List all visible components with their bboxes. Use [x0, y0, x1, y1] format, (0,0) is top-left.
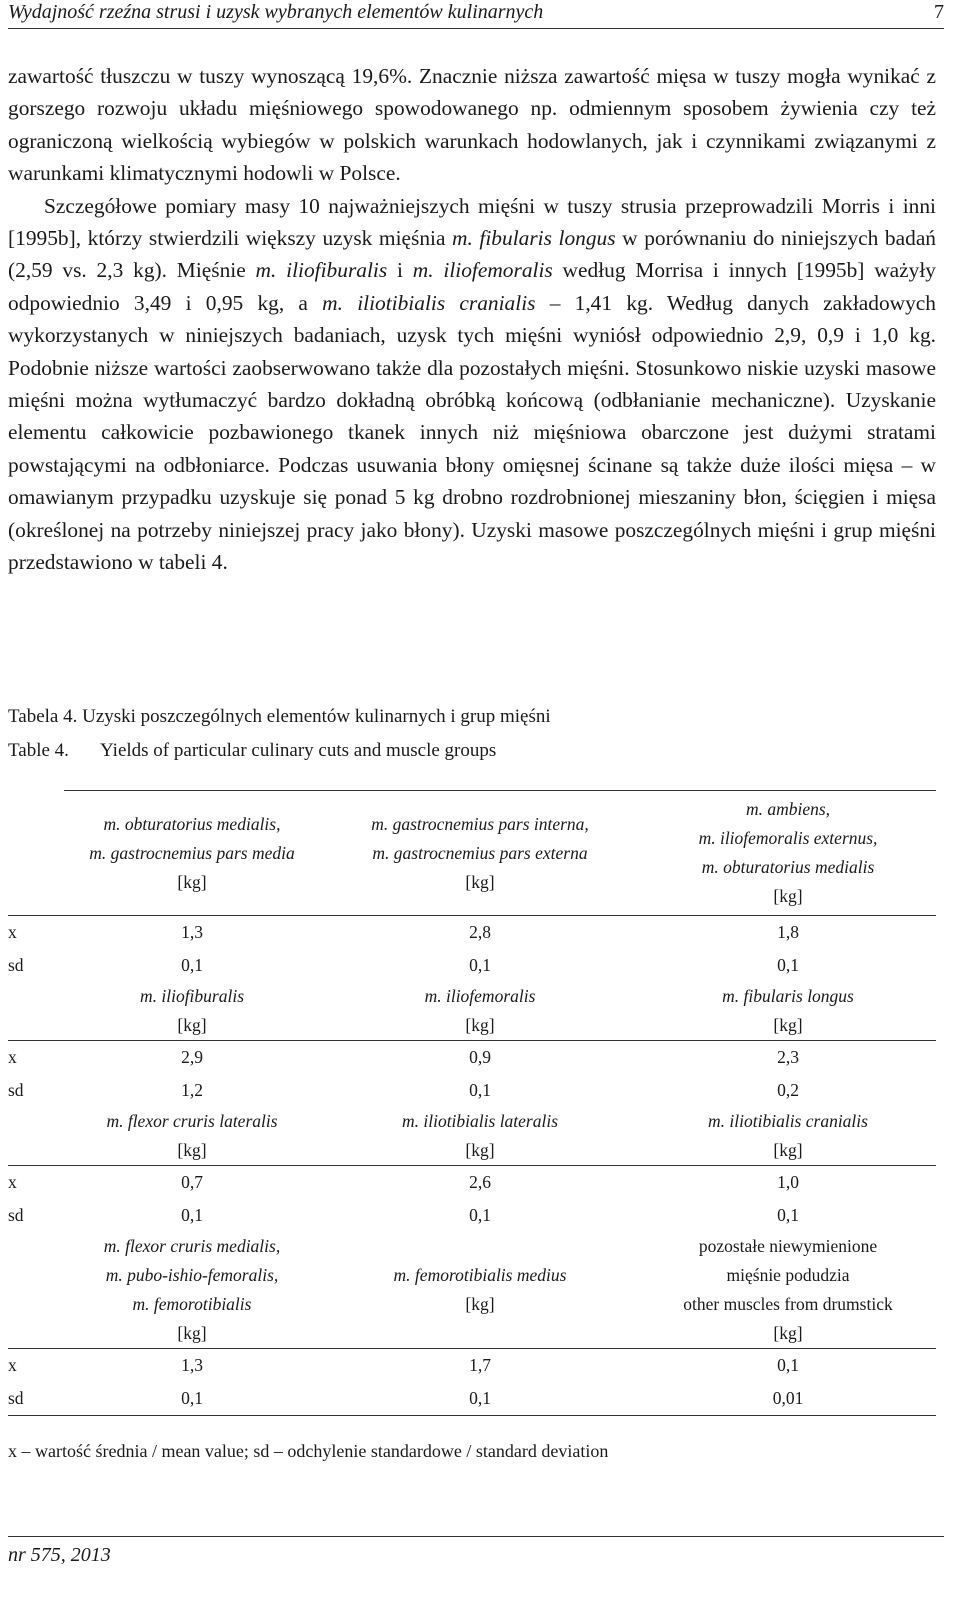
stat-label: sd — [8, 955, 24, 975]
column-header — [64, 982, 320, 1041]
text-run: w porównaniu do niniejszych badań (2,59 vs. 2,3 kg). Mięśnie — [8, 226, 937, 283]
muscle-name: m. iliofiburalis — [139, 986, 245, 1006]
unit-label: [kg] — [465, 1294, 495, 1314]
value-cell: 1,3 — [64, 916, 320, 950]
muscle-name: m. iliotibialis cranialis — [322, 290, 536, 315]
value-cell: 0,1 — [181, 1205, 203, 1225]
value-row-sd — [8, 1074, 936, 1107]
muscle-name: m. flexor cruris medialis, — [103, 1236, 281, 1256]
value-cell: 0,1 — [469, 1205, 491, 1225]
value-cell: 0,9 — [320, 1041, 640, 1075]
text-run: i — [387, 258, 413, 283]
stat-label: sd — [8, 1080, 24, 1100]
unit-label: [kg] — [177, 1323, 207, 1343]
stat-label: sd — [8, 1382, 64, 1416]
column-header — [320, 1107, 640, 1166]
unit-label: [kg] — [465, 871, 495, 892]
value-cell: 0,1 — [640, 1349, 936, 1383]
stat-cell-empty — [8, 982, 64, 1041]
stat-cell-empty — [8, 1107, 64, 1166]
text-run: zawartość tłuszczu w tuszy wynoszącą 19,6%. Znacznie niższa zawartość mięsa w tuszy mogła wynikać z gorszego rozwoju układu mięśniowego spowodowanego np. odmiennym sposobem żywienia czy też ograniczoną wielkością wybiegów w polskich warunkach hodowlanych, jak i czynnikami związanymi z warunkami klimatycznymi hodowli w Polsce. — [8, 64, 936, 186]
muscle-name: other muscles from drumstick — [683, 1294, 893, 1314]
value-row-sd — [8, 1382, 936, 1416]
unit-label: [kg] — [773, 1015, 803, 1035]
text-run: Szczegółowe pomiary masy 10 najważniejszych mięśni w tuszy strusia przeprowadzili Morris i inni [1995b], którzy stwierdzili większy uzysk mięśnia — [8, 193, 936, 251]
value-cell: 2,8 — [320, 916, 640, 950]
column-header — [64, 1107, 320, 1166]
muscle-name: m. femorotibialis medius — [393, 1265, 567, 1285]
stat-cell-empty — [8, 1232, 64, 1349]
column-header — [320, 791, 640, 916]
unit-label: [kg] — [773, 886, 803, 906]
page-number: 7 — [934, 1, 944, 23]
muscle-name: m. iliofemoralis — [424, 986, 536, 1006]
value-cell: 0,2 — [777, 1080, 799, 1100]
muscle-name: m. fibularis longus — [722, 986, 854, 1006]
muscle-name: m. iliofemoralis — [412, 258, 553, 283]
caption-polish-text: Uzyski poszczególnych elementów kulinarnych i grup mięśni — [82, 706, 551, 727]
paragraph-2 — [8, 190, 936, 579]
unit-label: [kg] — [465, 1015, 495, 1035]
muscle-name: m. iliotibialis lateralis — [401, 1111, 559, 1131]
paragraph-1 — [8, 60, 936, 190]
column-header — [320, 982, 640, 1041]
header-row — [8, 1107, 936, 1166]
page-footer — [8, 1536, 944, 1566]
muscle-name: m. iliotibialis cranialis — [708, 1111, 868, 1131]
header-row — [8, 1232, 936, 1349]
caption-english-text: Yields of particular culinary cuts and muscle groups — [100, 740, 497, 761]
muscle-name: pozostałe niewymienione — [698, 1236, 878, 1256]
caption-english — [8, 739, 551, 763]
stat-label: x — [8, 1041, 64, 1075]
muscle-name: m. obturatorius medialis, — [103, 813, 281, 834]
body-text — [8, 60, 936, 579]
stat-label: sd — [8, 1205, 24, 1225]
value-cell: 0,1 — [64, 1382, 320, 1416]
stat-label: x — [8, 1166, 64, 1200]
value-row-x — [8, 1041, 936, 1075]
caption-polish-label: Tabela 4. — [8, 706, 78, 727]
caption-english-label: Table 4. — [8, 740, 69, 761]
table-captions — [8, 705, 551, 773]
unit-label: [kg] — [773, 1140, 803, 1160]
muscle-name: m. iliofiburalis — [255, 258, 388, 283]
value-cell: 0,7 — [64, 1166, 320, 1200]
muscle-name: m. gastrocnemius pars externa — [372, 842, 588, 863]
value-row-sd — [8, 949, 936, 982]
value-cell: 1,2 — [181, 1080, 203, 1100]
muscle-name: m. gastrocnemius pars media — [89, 842, 295, 863]
text-run: według Morrisa i innych [1995b] ważyły odpowiednio 3,49 i 0,95 kg, a — [8, 258, 936, 315]
value-row-x — [8, 1349, 936, 1383]
caption-polish — [8, 705, 551, 729]
unit-label: [kg] — [177, 1015, 207, 1035]
value-cell: 0,01 — [640, 1382, 936, 1416]
header-row — [8, 982, 936, 1041]
column-header — [640, 791, 936, 916]
value-cell: 0,1 — [181, 955, 203, 975]
column-header — [320, 1232, 640, 1349]
value-cell: 1,3 — [64, 1349, 320, 1383]
value-cell: 2,6 — [320, 1166, 640, 1200]
value-cell: 1,8 — [640, 916, 936, 950]
unit-label: [kg] — [773, 1323, 803, 1343]
column-header — [64, 791, 320, 916]
value-cell: 0,1 — [320, 1382, 640, 1416]
value-row-sd — [8, 1199, 936, 1232]
column-header — [64, 1232, 320, 1349]
text-run: – 1,41 kg. Według danych zakładowych wykorzystanych w niniejszych badaniach, uzysk tych mięśni wyniósł odpowiednio 2,9, 0,9 i 1,0 kg. Podobnie niższe wartości zaobserwowano także dla pozostałych mięśni. Stosunkowo niskie uzyski masowe mięśni można wytłumaczyć bardzo dokładną obróbką końcową (odbłanianie mechaniczne). Uzyskanie elementu całkowicie pozbawionego tkanek innych niż mięśniowa obarczone jest dużymi stratami powstającymi na odbłoniarce. Podczas usuwania błony omięsnej ścinane są także duże ilości mięsa – w omawianym przypadku uzyskuje się ponad 5 kg drobno rozdrobnionej mieszaniny błon, ścięgien i mięsa (określonej na potrzeby niniejszej pracy jako błony). Uzyski masowe poszczególnych mięśni i grup mięśni przedstawiono w tabeli 4. — [8, 290, 936, 575]
unit-label: [kg] — [177, 871, 207, 892]
value-cell: 2,9 — [64, 1041, 320, 1075]
value-cell: 0,1 — [777, 955, 799, 975]
column-header — [640, 982, 936, 1041]
muscle-name: m. ambiens, — [745, 799, 831, 819]
stat-label: x — [8, 1349, 64, 1383]
running-title: Wydajność rzeźna strusi i uzysk wybranych elementów kulinarnych — [8, 1, 544, 23]
value-cell: 0,1 — [777, 1205, 799, 1225]
value-cell: 0,1 — [469, 955, 491, 975]
unit-label: [kg] — [177, 1140, 207, 1160]
value-cell: 0,1 — [469, 1080, 491, 1100]
value-cell: 1,0 — [640, 1166, 936, 1200]
muscle-name: m. gastrocnemius pars interna, — [371, 813, 589, 834]
value-row-x — [8, 1166, 936, 1200]
muscle-name: mięśnie podudzia — [726, 1265, 850, 1285]
header-row — [8, 791, 936, 916]
muscle-name: m. iliofemoralis externus, — [698, 828, 878, 848]
muscle-name: m. femorotibialis — [132, 1294, 252, 1314]
running-header — [8, 0, 944, 29]
muscle-name: m. obturatorius medialis — [701, 857, 875, 877]
muscle-name: m. flexor cruris lateralis — [106, 1111, 278, 1131]
stat-label: x — [8, 916, 64, 950]
column-header — [640, 1232, 936, 1349]
value-row-x — [8, 916, 936, 950]
unit-label: [kg] — [465, 1140, 495, 1160]
column-header — [640, 1107, 936, 1166]
value-cell: 2,3 — [640, 1041, 936, 1075]
yield-table-body — [8, 791, 936, 1416]
muscle-name: m. pubo-ishio-femoralis, — [105, 1265, 279, 1285]
stat-cell-empty — [8, 791, 64, 916]
table-footnote: x – wartość średnia / mean value; sd – odchylenie standardowe / standard deviation — [8, 1441, 609, 1461]
muscle-name: m. fibularis longus — [452, 226, 616, 251]
issue-number: nr 575, 2013 — [8, 1544, 111, 1566]
value-cell: 1,7 — [320, 1349, 640, 1383]
yield-table — [8, 790, 936, 1416]
